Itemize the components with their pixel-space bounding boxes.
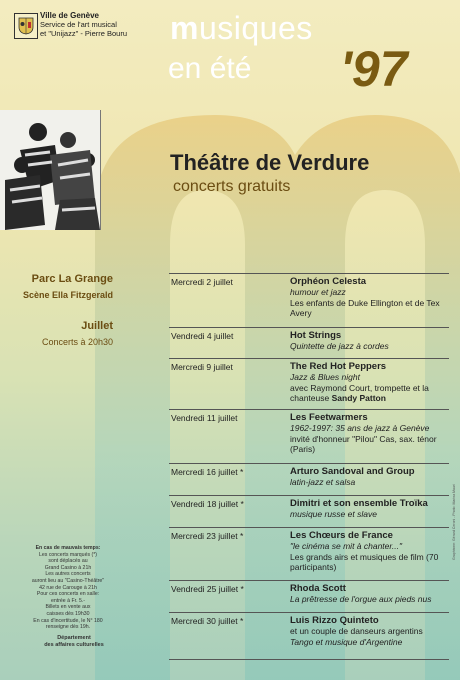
venue-subtitle: concerts gratuits (173, 178, 291, 195)
organizer-header (40, 11, 127, 38)
weather-line: Les concerts marqués (*) (39, 551, 97, 558)
concert-description: Tango et musique d'Argentine (290, 636, 403, 647)
title-m: m (170, 10, 199, 46)
concert-description: Jazz & Blues night (290, 372, 360, 382)
concert-row (169, 409, 449, 463)
concert-date: Mercredi 30 juillet * (171, 616, 244, 626)
header-line-1: Ville de Genève (40, 11, 99, 20)
concert-date: Vendredi 18 juillet * (171, 499, 244, 509)
design-credit: Graphisme: Gérard Ceroni - Photo: Marina Mauri (452, 484, 456, 560)
concert-artist: Les Feetwarmers (290, 412, 368, 423)
concert-artist: Dimitri et son ensemble Troïka (290, 498, 428, 509)
weather-title: En cas de mauvais temps: (35, 545, 101, 551)
concert-description: "le cinéma se mit à chanter..." (290, 541, 403, 551)
scene-name: Scène Ella Fitzgerald (22, 290, 113, 300)
geneva-coat-of-arms-icon (14, 13, 38, 39)
concert-row (169, 527, 449, 580)
concert-artist: The Red Hot Peppers (290, 361, 387, 372)
concert-date: Mercredi 16 juillet * (171, 467, 244, 477)
weather-line: entrée à Fr. 5.- (50, 597, 86, 604)
concert-extra-bold: Sandy Patton (331, 393, 386, 403)
bad-weather-notice (18, 545, 118, 631)
month: Juillet (81, 320, 113, 332)
weather-line: auront lieu au "Casino-Théâtre" (31, 577, 105, 584)
weather-line: renseigne dès 19h. (45, 624, 91, 631)
concert-date: Mercredi 9 juillet (171, 362, 233, 372)
header-line-2: Service de l'art musical (40, 20, 117, 29)
concert-date: Mercredi 23 juillet * (171, 531, 244, 541)
concert-row (169, 463, 449, 495)
venue-name: Théâtre de Verdure (170, 150, 370, 175)
concert-artist: Rhoda Scott (290, 583, 346, 594)
concert-extra: Les grands airs et musiques de film (70 participants) (290, 551, 439, 572)
concert-schedule (169, 273, 449, 660)
weather-line: Pour ces concerts en salle: (36, 591, 100, 598)
department-line-1: Département (57, 635, 91, 641)
department-line-2: des affaires culturelles (44, 642, 104, 648)
weather-line: En cas d'incertitude, le N° 180 (33, 617, 103, 624)
concert-row (169, 273, 449, 327)
concert-artist: Les Chœurs de France (290, 530, 393, 541)
concert-artist: Luis Rizzo Quinteto (290, 615, 379, 626)
main-title (170, 10, 313, 47)
band-photo (0, 110, 101, 230)
concert-description: musique russe et slave (290, 509, 377, 519)
year: '97 (340, 41, 408, 97)
concert-artist: Hot Strings (290, 330, 342, 341)
concert-description: 1962-1997: 35 ans de jazz à Genève (290, 423, 430, 433)
concert-date: Vendredi 25 juillet * (171, 584, 244, 594)
concert-artist: Arturo Sandoval and Group (290, 466, 415, 477)
weather-line: Grand Casino à 21h (44, 564, 92, 571)
weather-line: 42 rue de Carouge à 21h (39, 584, 97, 591)
park-name: Parc La Grange (31, 273, 113, 285)
concert-description: humour et jazz (290, 287, 346, 297)
weather-line: Les autres concerts (45, 571, 91, 578)
concert-description: Quintette de jazz à cordes (290, 341, 389, 351)
weather-line: caisses dès 19h30 (46, 610, 90, 617)
concert-extra (290, 383, 449, 404)
concert-date: Vendredi 4 juillet (171, 331, 234, 341)
concert-row (169, 580, 449, 612)
concert-date: Mercredi 2 juillet (171, 277, 233, 287)
concert-extra: invité d'honneur "Pilou" Cas, sax. ténor (Paris) (290, 433, 437, 454)
concert-description: La prêtresse de l'orgue aux pieds nus (290, 594, 432, 604)
weather-line: sont déplacés au (48, 558, 88, 565)
concert-extra: et un couple de danseurs argentins (290, 626, 423, 636)
concert-time: Concerts à 20h30 (41, 337, 113, 347)
concert-row (169, 495, 449, 527)
concert-description: latin-jazz et salsa (290, 477, 356, 487)
department-credit (30, 635, 118, 649)
concert-extra: Les enfants de Duke Ellington et de Tex Avery (290, 297, 440, 318)
concert-row (169, 612, 449, 660)
concert-row (169, 327, 449, 358)
concert-row (169, 358, 449, 409)
concert-extra-text: avec Raymond Court, trompette et la chanteuse (290, 382, 429, 403)
concert-date: Vendredi 11 juillet (171, 413, 238, 423)
title-rest: usiques (198, 10, 313, 46)
header-line-3: et "Unijazz" - Pierre Bouru (40, 29, 128, 38)
concert-artist: Orphéon Celesta (290, 276, 367, 287)
title-line-2: en été (168, 52, 252, 85)
weather-line: Billets en vente aux (45, 604, 91, 611)
